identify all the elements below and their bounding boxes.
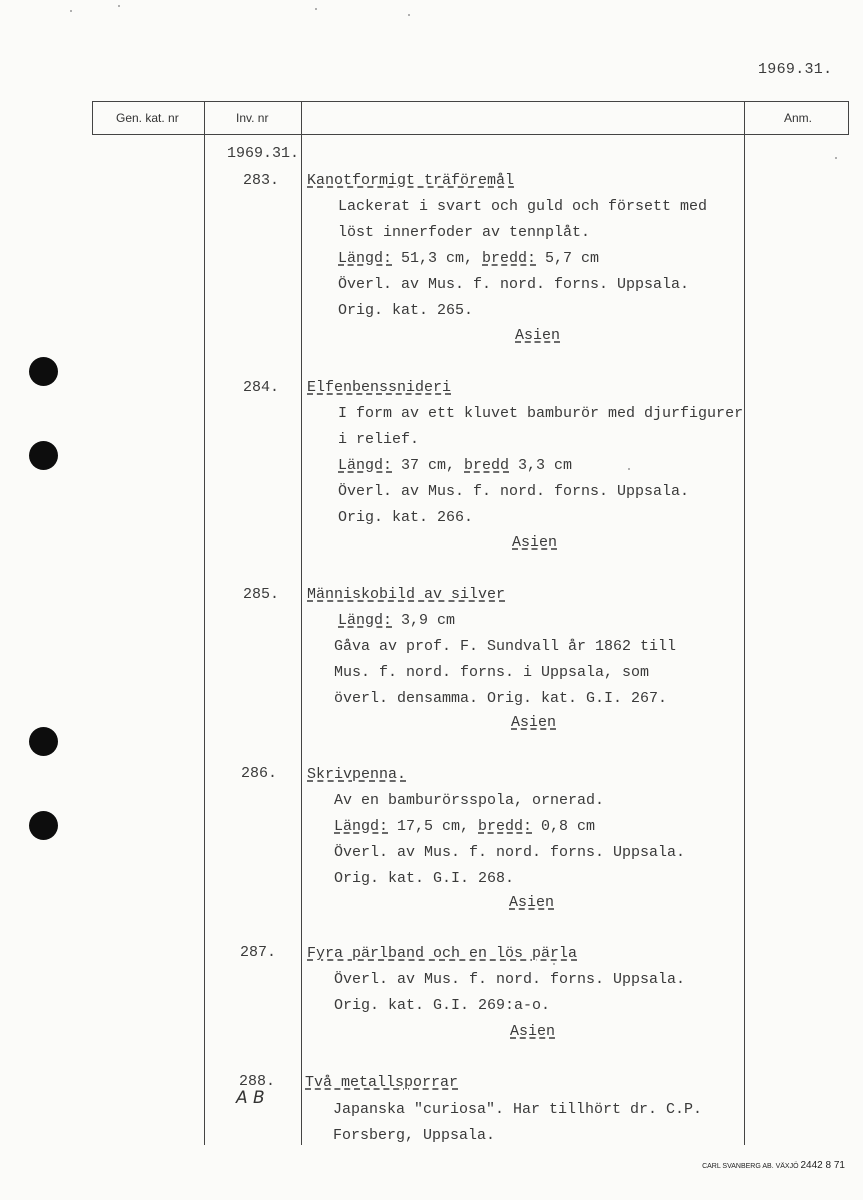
entry-catalog-ref: Orig. kat. 265. (338, 302, 474, 319)
binder-hole-2 (29, 441, 58, 470)
entry-title: Kanotformigt träföremål (307, 172, 515, 189)
width-value: 0,8 cm (532, 818, 596, 835)
length-label: Längd: (338, 250, 393, 267)
entry-dimensions (338, 612, 455, 629)
width-label: bredd (464, 457, 510, 474)
length-label: Längd: (338, 612, 393, 629)
header-anm: Anm. (784, 111, 813, 125)
entry-catalog-ref: Orig. kat. G.I. 268. (334, 870, 515, 887)
entry-inv-number: 284. (243, 379, 280, 396)
entry-description-line: i relief. (338, 431, 420, 448)
table-header-rule (92, 134, 848, 135)
entry-provenance: Överl. av Mus. f. nord. forns. Uppsala. (338, 483, 690, 500)
entry-category: Asien (512, 534, 558, 551)
entry-title: Fyra pärlband och en lös pärla (307, 945, 578, 962)
speck (70, 10, 72, 12)
entry-description-line: Av en bamburörsspola, ornerad. (334, 792, 605, 809)
column-divider-1 (204, 101, 205, 1145)
width-label: bredd: (482, 250, 537, 267)
width-label: bredd: (478, 818, 533, 835)
length-value: 3,9 cm (392, 612, 456, 629)
entry-title: Två metallsporrar (305, 1074, 459, 1091)
entry-title: Elfenbenssnideri (307, 379, 452, 396)
speck (835, 157, 837, 159)
entry-title: Människobild av silver (307, 586, 506, 603)
header-gen-kat-nr: Gen. kat. nr (116, 111, 179, 125)
entry-dimensions (338, 250, 599, 267)
speck (553, 963, 555, 965)
column-divider-3 (744, 101, 745, 1145)
speck (408, 14, 410, 16)
entry-description-line: löst innerfoder av tennplåt. (338, 224, 591, 241)
length-label: Längd: (334, 818, 389, 835)
column-divider-2 (301, 101, 302, 1145)
printer-name: CARL SVANBERG AB. VÄXJÖ (702, 1163, 799, 1170)
form-number: 2442 8 71 (800, 1160, 845, 1171)
binder-hole-1 (29, 357, 58, 386)
length-value: 17,5 cm, (388, 818, 479, 835)
entry-description-line: Överl. av Mus. f. nord. forns. Uppsala. (334, 844, 686, 861)
document-number: 1969.31. (758, 61, 833, 78)
speck (315, 8, 317, 10)
handwritten-annotation: A B (236, 1088, 265, 1108)
entry-catalog-ref: Orig. kat. 266. (338, 509, 474, 526)
entry-prefix: 1969.31. (227, 145, 300, 162)
speck (118, 5, 120, 7)
length-label: Längd: (338, 457, 393, 474)
binder-hole-3 (29, 727, 58, 756)
entry-description-line: Mus. f. nord. forns. i Uppsala, som (334, 664, 650, 681)
entry-description-line: Lackerat i svart och guld och försett med (338, 198, 708, 215)
table-top-rule (92, 101, 848, 102)
length-value: 51,3 cm, (392, 250, 483, 267)
entry-title: Skrivpenna. (307, 766, 407, 783)
entry-catalog-ref: Orig. kat. G.I. 269:a-o. (334, 997, 551, 1014)
entry-description-line: överl. densamma. Orig. kat. G.I. 267. (334, 690, 668, 707)
binder-hole-4 (29, 811, 58, 840)
entry-provenance: Överl. av Mus. f. nord. forns. Uppsala. (338, 276, 690, 293)
width-value: 5,7 cm (536, 250, 600, 267)
entry-category: Asien (509, 894, 555, 911)
entry-inv-number: 286. (241, 765, 278, 782)
entry-description-line: Japanska "curiosa". Har tillhört dr. C.P. (333, 1101, 703, 1118)
table-left-border (92, 101, 93, 135)
entry-category: Asien (510, 1023, 556, 1040)
entry-description-line: Forsberg, Uppsala. (333, 1127, 496, 1144)
entry-description-line: Gåva av prof. F. Sundvall år 1862 till (334, 638, 677, 655)
entry-description-line: I form av ett kluvet bamburör med djurfigurer (338, 405, 744, 422)
entry-dimensions (334, 818, 595, 835)
entry-dimensions (338, 457, 572, 474)
entry-inv-number: 288. (239, 1073, 276, 1090)
entry-category: Asien (515, 327, 561, 344)
printer-footer (702, 1160, 845, 1171)
entry-inv-number: 285. (243, 586, 280, 603)
entry-inv-number: 287. (240, 944, 277, 961)
entry-inv-number: 283. (243, 172, 280, 189)
header-inv-nr: Inv. nr (236, 111, 269, 125)
table-right-border (848, 101, 849, 135)
speck (628, 468, 630, 470)
length-value: 37 cm, (392, 457, 465, 474)
entry-category: Asien (511, 714, 557, 731)
width-value: 3,3 cm (509, 457, 573, 474)
entry-description-line: Överl. av Mus. f. nord. forns. Uppsala. (334, 971, 686, 988)
